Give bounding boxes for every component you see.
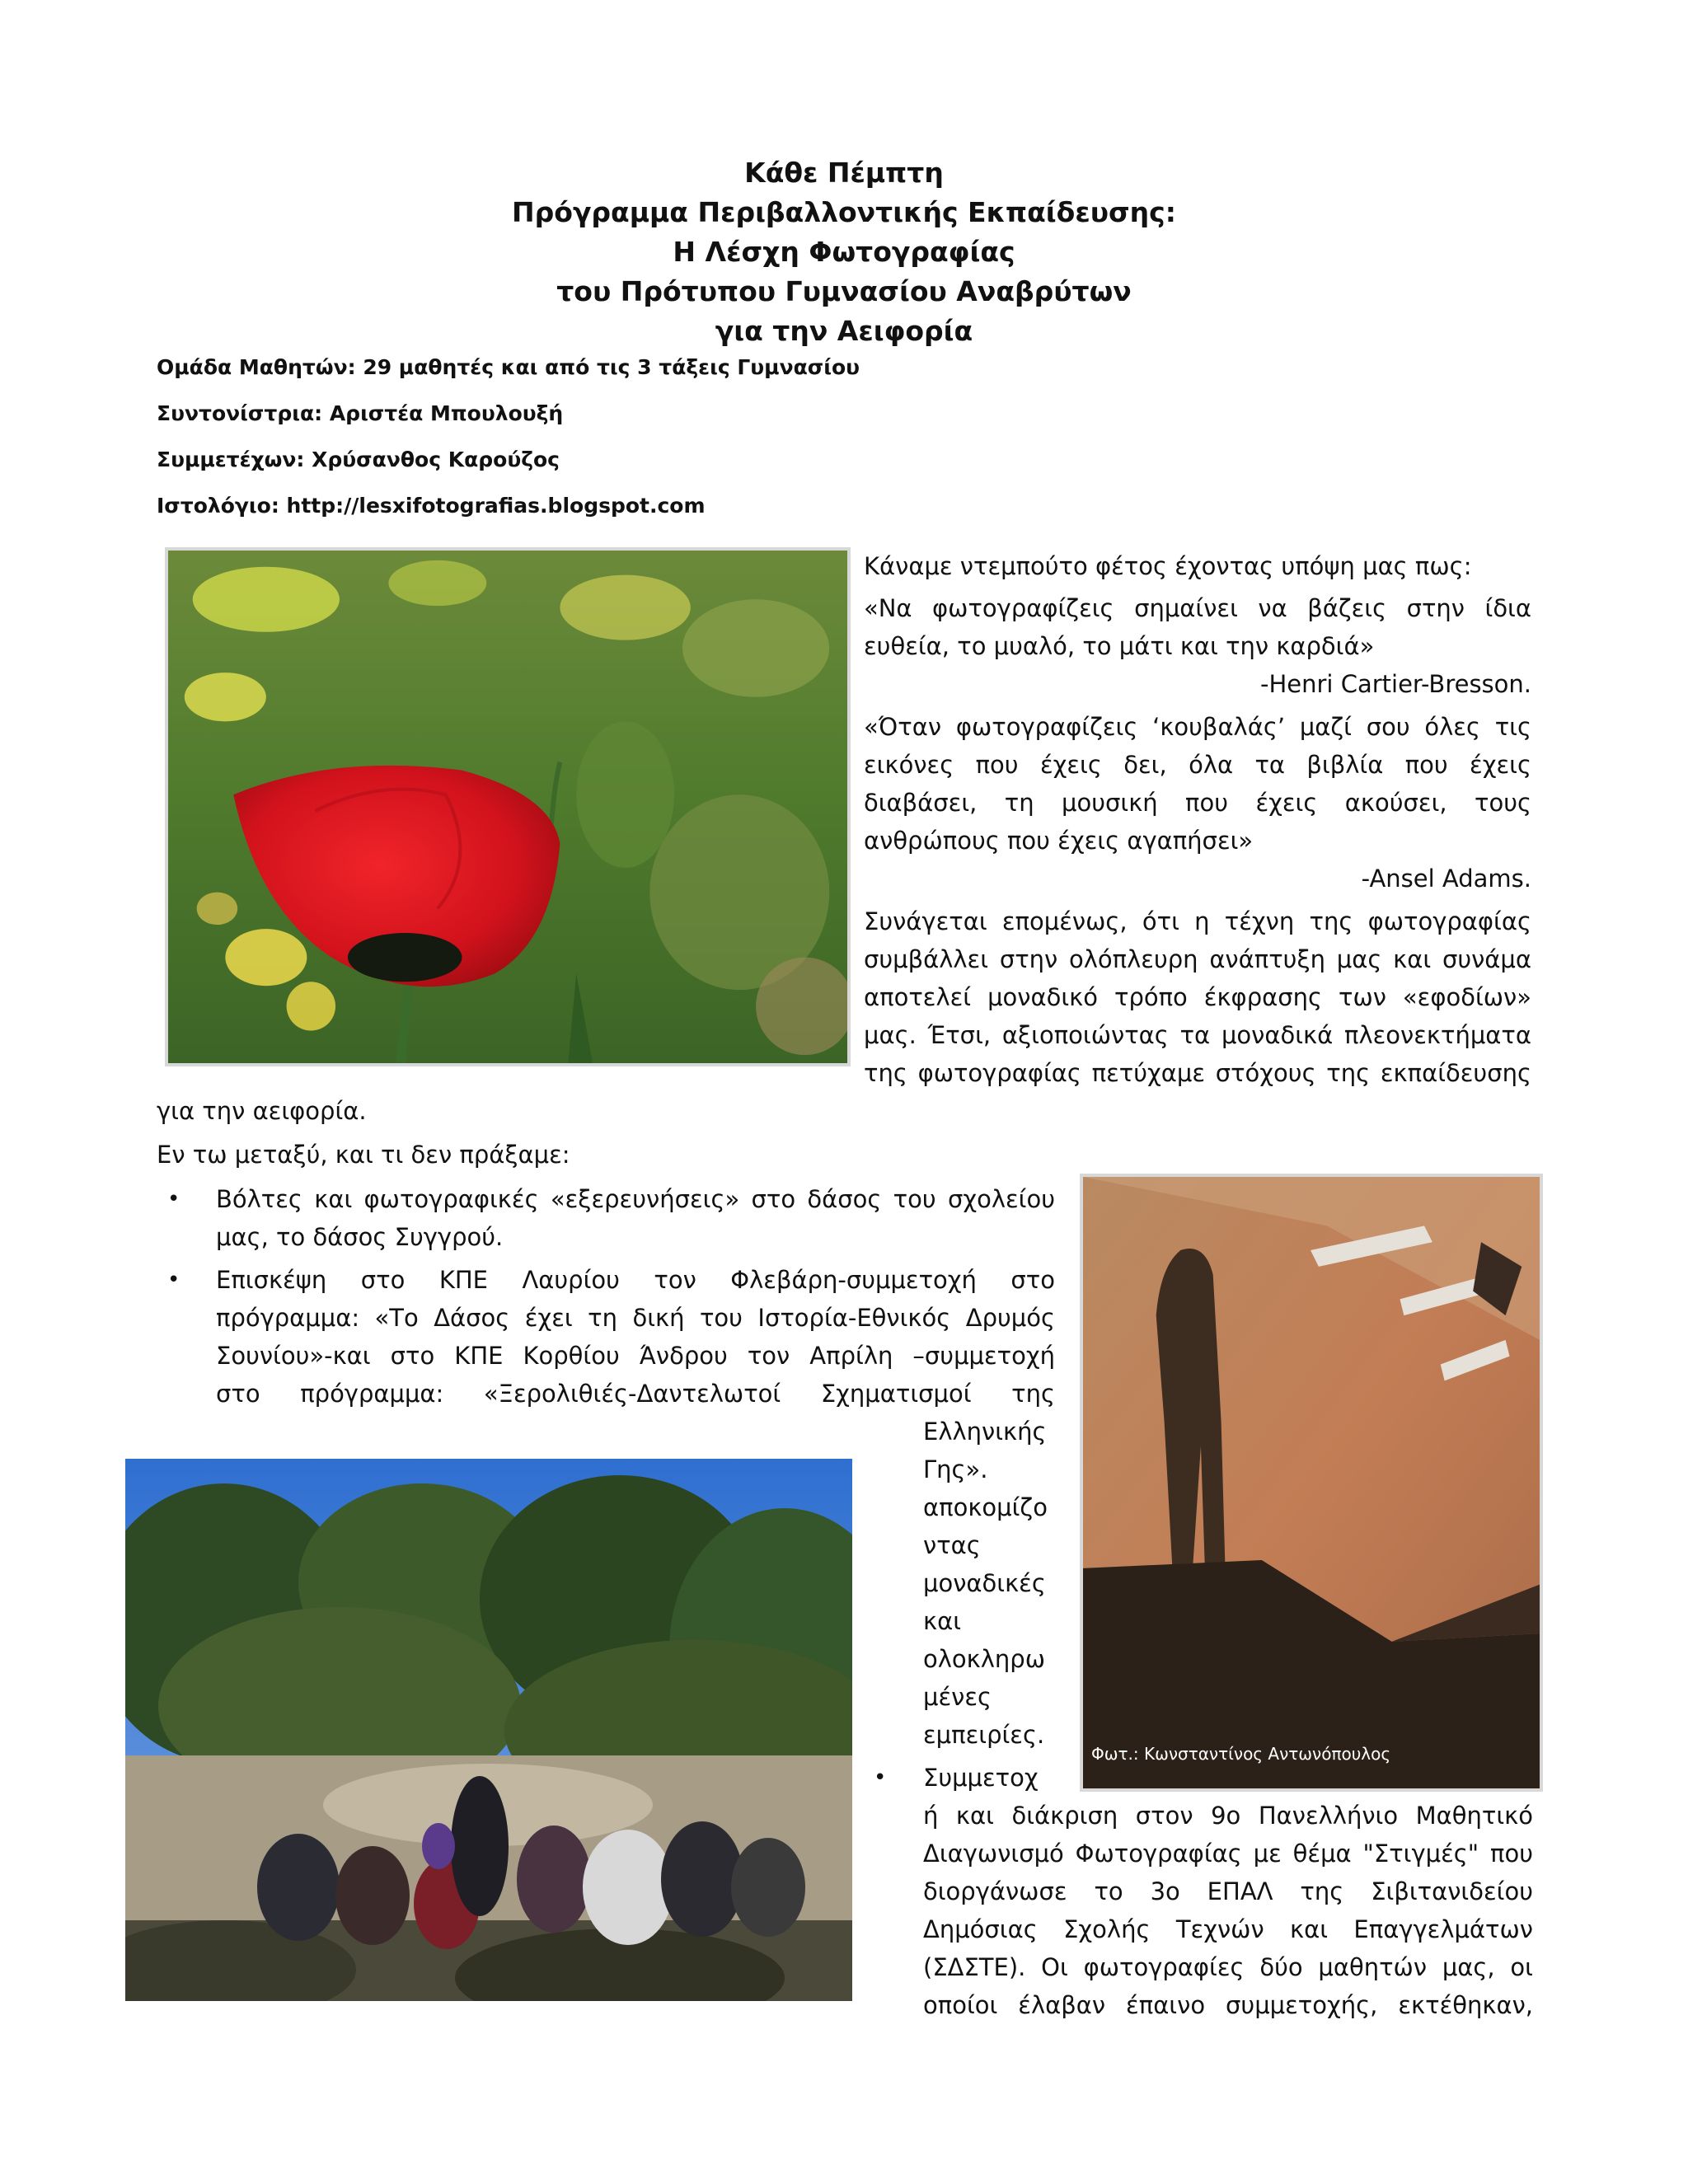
- bullet3-line-6: (ΣΔΣΤΕ). Οι φωτογραφίες δύο μαθητών μας, οι: [923, 1953, 1533, 1981]
- bullet3-line-4: διοργάνωσε το 3ο ΕΠΑΛ της Σιβιτανιδείου: [923, 1877, 1533, 1905]
- title-line-4: του Πρότυπου Γυμνασίου Αναβρύτων: [556, 275, 1132, 307]
- quote1-line-1: «Να φωτογραφίζεις σημαίνει να βάζεις στην ίδια: [864, 594, 1531, 622]
- quote1-author: -Henri Cartier-Bresson.: [1260, 670, 1531, 698]
- wrap-word-2: Γης».: [923, 1455, 988, 1483]
- bullet2-line-2: πρόγραμμα: «Το Δάσος έχει τη δική του Ιστορία-Εθνικός Δρυμός: [216, 1304, 1055, 1332]
- bullet2-line-3: Σουνίου»-και στο ΚΠΕ Κορθίου Άνδρου τον Απρίλη –συμμετοχή: [216, 1342, 1055, 1370]
- quote2-line-3: διαβάσει, τη μουσική που έχεις ακούσει, τους: [864, 789, 1531, 817]
- bullet3-line-2: ή και διάκριση στον 9ο Πανελλήνιο Μαθητικό: [923, 1802, 1533, 1830]
- group-photo: [125, 1459, 852, 2001]
- bullet-1: •: [167, 1187, 181, 1212]
- list-intro: Εν τω μεταξύ, και τι δεν πράξαμε:: [157, 1141, 570, 1169]
- title-line-2: Πρόγραμμα Περιβαλλοντικής Εκπαίδευσης:: [512, 196, 1176, 228]
- meta-coordinator: Συντονίστρια: Αριστέα Μπουλουξή: [157, 401, 564, 425]
- bullet1-line-1: Βόλτες και φωτογραφικές «εξερευνήσεις» στο δάσος του σχολείου: [216, 1185, 1055, 1213]
- title-line-5: για την Αειφορία: [715, 315, 973, 347]
- bullet2-line-1: Επισκέψη στο ΚΠΕ Λαυρίου τον Φλεβάρη-συμμετοχή στο: [216, 1266, 1055, 1294]
- meta-blog: Ιστολόγιο: http://lesxifotografias.blogspot.com: [157, 494, 706, 518]
- shadow-image: [1083, 1177, 1540, 1788]
- quote1-line-2: ευθεία, το μυαλό, το μάτι και την καρδιά»: [864, 632, 1375, 660]
- wrap-word-3: αποκομίζο: [923, 1493, 1048, 1521]
- bullet3-line-1: Συμμετοχ: [923, 1764, 1039, 1792]
- wrap-word-1: Ελληνικής: [923, 1418, 1047, 1446]
- poppy-image: [168, 551, 847, 1063]
- photo-caption: Φωτ.: Κωνσταντίνος Αντωνόπουλος: [1091, 1744, 1391, 1764]
- bullet-2: •: [167, 1268, 181, 1292]
- meta-participant: Συμμετέχων: Χρύσανθος Καρούζος: [157, 448, 560, 471]
- wrap-word-4: ντας: [923, 1531, 981, 1559]
- shadow-photo: [1080, 1174, 1543, 1792]
- para-line-3: αποτελεί μοναδικό τρόπο έκφρασης των «εφοδίων»: [864, 983, 1531, 1011]
- quote2-line-4: ανθρώπους που έχεις αγαπήσει»: [864, 827, 1254, 855]
- title-line-1: Κάθε Πέμπτη: [744, 157, 944, 189]
- bullet-3: •: [874, 1765, 887, 1790]
- poppy-photo: [165, 547, 851, 1066]
- bullet3-line-3: Διαγωνισμό Φωτογραφίας με θέμα "Στιγμές" που: [923, 1840, 1533, 1868]
- intro-line-1: Κάναμε ντεμπούτο φέτος έχοντας υπόψη μας πως:: [864, 552, 1472, 580]
- wrap-word-8: μένες: [923, 1683, 992, 1711]
- bullet2-line-4: στο πρόγραμμα: «Ξερολιθιές-Δαντελωτοί Σχηματισμοί της: [216, 1380, 1055, 1408]
- quote2-author: -Ansel Adams.: [1361, 865, 1531, 893]
- para-line-2: συμβάλλει στην ολόπλευρη ανάπτυξη μας και συνάμα: [864, 945, 1531, 973]
- quote2-line-1: «Όταν φωτογραφίζεις ‘κουβαλάς’ μαζί σου όλες τις: [864, 713, 1531, 741]
- group-image: [125, 1459, 852, 2001]
- bullet3-line-7: οποίοι έλαβαν έπαινο συμμετοχής, εκτέθηκαν,: [923, 1991, 1533, 2019]
- meta-group: Ομάδα Μαθητών: 29 μαθητές και από τις 3 τάξεις Γυμνασίου: [157, 355, 860, 379]
- para-line-4: μας. Έτσι, αξιοποιώντας τα μοναδικά πλεονεκτήματα: [864, 1021, 1531, 1049]
- para-line-6: για την αειφορία.: [157, 1097, 367, 1125]
- bullet3-line-5: Δημόσιας Σχολής Τεχνών και Επαγγελμάτων: [923, 1915, 1533, 1943]
- bullet1-line-2: μας, το δάσος Συγγρού.: [216, 1223, 504, 1251]
- wrap-word-5: μοναδικές: [923, 1569, 1046, 1597]
- wrap-word-6: και: [923, 1607, 962, 1635]
- para-line-5: της φωτογραφίας πετύχαμε στόχους της εκπαίδευσης: [864, 1059, 1531, 1087]
- wrap-word-7: ολοκληρω: [923, 1645, 1045, 1673]
- title-line-3: Η Λέσχη Φωτογραφίας: [673, 236, 1015, 268]
- quote2-line-2: εικόνες που έχεις δει, όλα τα βιβλία που έχεις: [864, 751, 1531, 779]
- wrap-word-9: εμπειρίες.: [923, 1721, 1045, 1749]
- para-line-1: Συνάγεται επομένως, ότι η τέχνη της φωτογραφίας: [864, 907, 1531, 935]
- title-block: [0, 153, 1688, 351]
